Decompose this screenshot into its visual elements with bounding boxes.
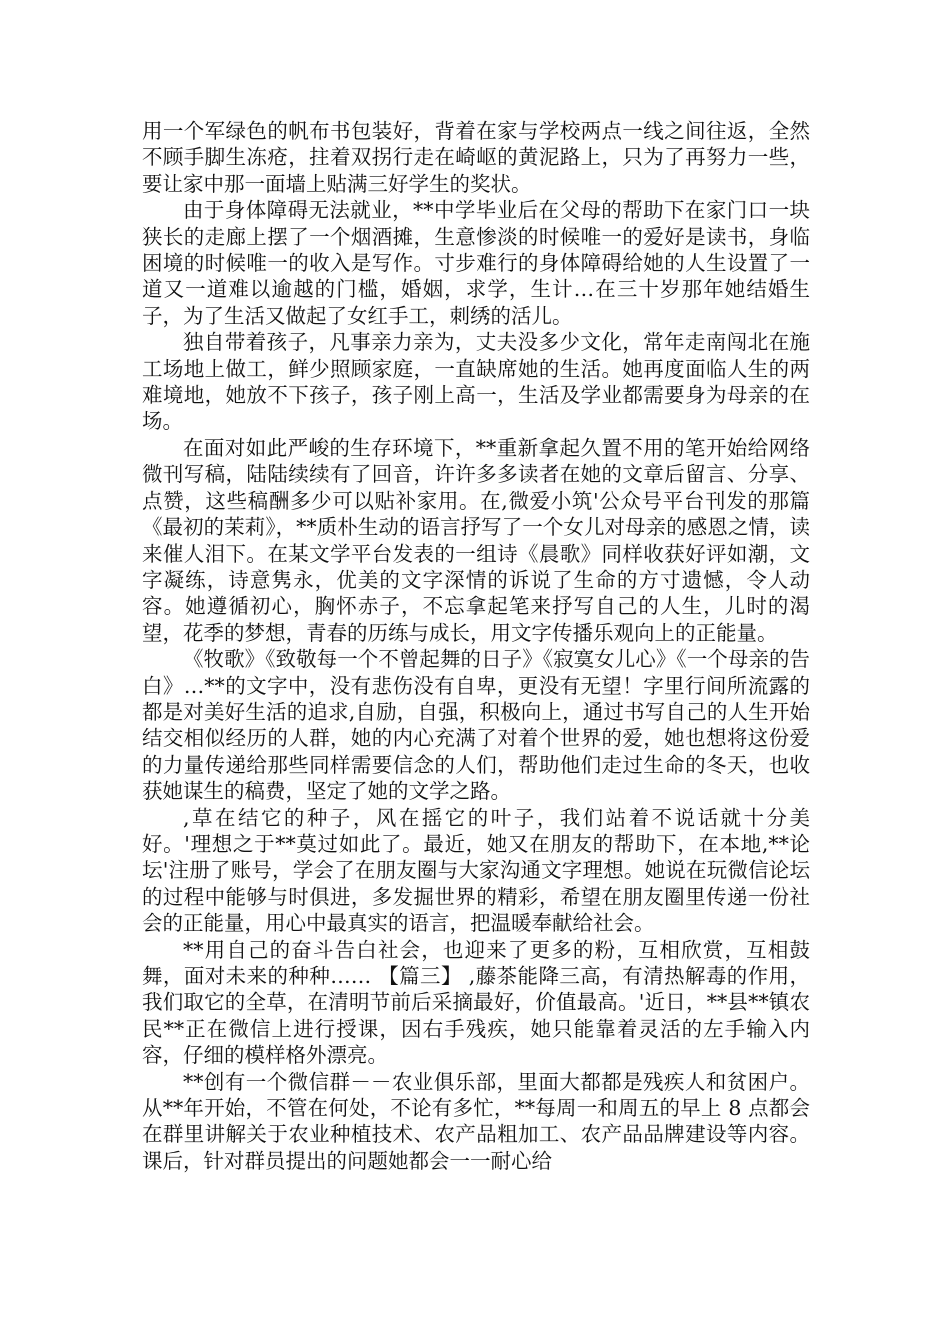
paragraph-5: 《牧歌》《致敬每一个不曾起舞的日子》《寂寞女儿心》《一个母亲的告白》…**的文字中，没有悲伤没有自卑，更没有无望！字里行间所流露的都是对美好生活的追求,自励，自强，积极向上，通过书写自己的人生开始结交相似经历的人群，她的内心充满了对着个世界的爱，她也想将这份爱的力量传递给那些同样需要信念的人们，帮助他们走过生命的冬天，也收获她谋生的稿费，坚定了她的文学之路。 <box>142 647 810 804</box>
paragraph-2: 由于身体障碍无法就业，**中学毕业后在父母的帮助下在家门口一块狭长的走廊上摆了一个烟酒摊，生意惨淡的时候唯一的爱好是读书，身临困境的时候唯一的收入是写作。寸步难行的身体障碍给她的人生设置了一道又一道难以逾越的门槛，婚姻，求学，生计…在三十岁那年她结婚生子，为了生活又做起了女红手工，刺绣的活儿。 <box>142 198 810 328</box>
document-body <box>142 118 810 1174</box>
paragraph-6: ,草在结它的种子，风在摇它的叶子，我们站着不说话就十分美好。'理想之于**莫过如此了。最近，她又在朋友的帮助下，在本地,**论坛'注册了账号，学会了在朋友圈与大家沟通文字理想。她说在玩微信论坛的过程中能够与时俱进，多发掘世界的精彩，希望在朋友圈里传递一份社会的正能量，用心中最真实的语言，把温暖奉献给社会。 <box>142 805 810 936</box>
paragraph-4: 在面对如此严峻的生存环境下，**重新拿起久置不用的笔开始给网络微刊写稿，陆陆续续有了回音，许许多多读者在她的文章后留言、分享、点赞，这些稿酬多少可以贴补家用。在,微爱小筑'公众号平台刊发的那篇《最初的茉莉》，**质朴生动的语言抒写了一个女儿对母亲的感恩之情，读来催人泪下。在某文学平台发表的一组诗《晨歌》同样收获好评如潮，文字凝练，诗意隽永，优美的文字深情的诉说了生命的方寸遗憾，令人动容。她遵循初心，胸怀赤子，不忘拿起笔来抒写自己的人生，儿时的渴望，花季的梦想，青春的历练与成长，用文字传播乐观向上的正能量。 <box>142 435 810 645</box>
paragraph-7: **用自己的奋斗告白社会，也迎来了更多的粉，互相欣赏，互相鼓舞，面对未来的种种…… 【篇三】 ,藤茶能降三高，有清热解毒的作用，我们取它的全草，在清明节前后采摘最好，价值最高。'近日，**县**镇农民**正在微信上进行授课，因右手残疾，她只能靠着灵活的左手输入内容，仔细的模样格外漂亮。 <box>142 937 810 1068</box>
paragraph-8: **创有一个微信群－－农业俱乐部，里面大都都是残疾人和贫困户。从**年开始，不管在何处，不论有多忙，**每周一和周五的早上 8 点都会在群里讲解关于农业种植技术、农产品粗加工、农产品品牌建设等内容。课后，针对群员提出的问题她都会一一耐心给 <box>142 1069 810 1173</box>
paragraph-3: 独自带着孩子，凡事亲力亲为，丈夫没多少文化，常年走南闯北在施工场地上做工，鲜少照顾家庭，一直缺席她的生活。她再度面临人生的两难境地，她放不下孩子，孩子刚上高一，生活及学业都需要身为母亲的在场。 <box>142 330 810 434</box>
paragraph-1: 用一个军绿色的帆布书包装好，背着在家与学校两点一线之间往返，全然不顾手脚生冻疮，拄着双拐行走在崎岖的黄泥路上，只为了再努力一些，要让家中那一面墙上贴满三好学生的奖状。 <box>142 119 810 196</box>
